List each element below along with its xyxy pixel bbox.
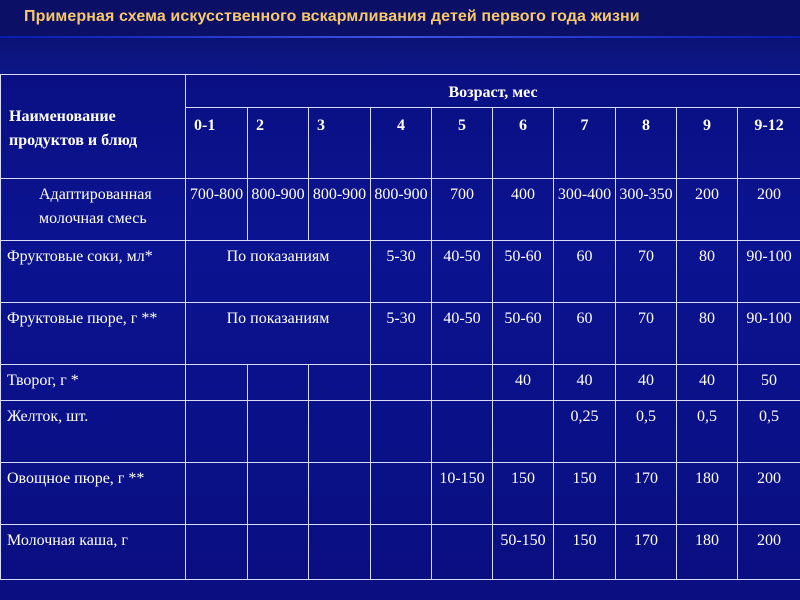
table-cell: 60 (554, 303, 616, 365)
row-label: Фруктовые соки, мл* (1, 241, 186, 303)
header-age-cell: 0-1 (186, 108, 248, 179)
table-row (1, 401, 800, 463)
table-cell (371, 525, 432, 580)
table-cell: 90-100 (738, 241, 800, 303)
table-cell: 50 (738, 365, 800, 401)
table-cell: 200 (738, 463, 800, 525)
table-cell: 40-50 (432, 241, 493, 303)
slide-title: Примерная схема искусственного вскармливания детей первого года жизни (24, 8, 640, 25)
table-cell: 40-50 (432, 303, 493, 365)
table-cell: 170 (616, 525, 677, 580)
table-cell (248, 365, 309, 401)
row-label: Желток, шт. (1, 401, 186, 463)
table-cell (309, 525, 371, 580)
table-cell (186, 525, 248, 580)
table-cell: 0,5 (677, 401, 738, 463)
table-cell (186, 463, 248, 525)
table-cell: 80 (677, 241, 738, 303)
table-cell (371, 463, 432, 525)
table-cell: 40 (677, 365, 738, 401)
table-cell: 180 (677, 525, 738, 580)
table-row (1, 241, 800, 303)
table-cell: 70 (616, 241, 677, 303)
table-cell: 40 (493, 365, 554, 401)
row-label: Фруктовые пюре, г ** (1, 303, 186, 365)
header-age-cell: 2 (248, 108, 309, 179)
table-cell (432, 525, 493, 580)
table-cell: 800-900 (309, 179, 371, 241)
row-label: Овощное пюре, г ** (1, 463, 186, 525)
table-cell: 170 (616, 463, 677, 525)
table-cell: 700 (432, 179, 493, 241)
title-bar (0, 0, 800, 36)
header-band (0, 38, 800, 74)
table-cell: 200 (738, 525, 800, 580)
table-cell: 800-900 (371, 179, 432, 241)
table-row (1, 463, 800, 525)
table-cell: 150 (554, 463, 616, 525)
header-age-cell: 7 (554, 108, 616, 179)
header-age-title: Возраст, мес (186, 75, 800, 108)
table-cell (309, 365, 371, 401)
table-cell: 70 (616, 303, 677, 365)
table-cell: 40 (554, 365, 616, 401)
table-cell (371, 365, 432, 401)
table-row (1, 525, 800, 580)
table-cell: 0,5 (738, 401, 800, 463)
table-cell: 50-60 (493, 241, 554, 303)
header-age-cell: 6 (493, 108, 554, 179)
table-cell (309, 401, 371, 463)
table-cell (371, 401, 432, 463)
feeding-table (0, 74, 800, 580)
table-cell (186, 365, 248, 401)
table-cell: 180 (677, 463, 738, 525)
table-cell: 50-60 (493, 303, 554, 365)
table-cell: 700-800 (186, 179, 248, 241)
header-age-cell: 9 (677, 108, 738, 179)
table-cell: 90-100 (738, 303, 800, 365)
table-row (1, 179, 800, 241)
table-cell (186, 401, 248, 463)
header-age-cell: 5 (432, 108, 493, 179)
table-cell-span: По показаниям (186, 303, 371, 365)
table-cell: 60 (554, 241, 616, 303)
table-cell (432, 401, 493, 463)
table-cell (493, 401, 554, 463)
table-cell (432, 365, 493, 401)
table-cell: 200 (738, 179, 800, 241)
table-cell: 300-400 (554, 179, 616, 241)
table-cell (248, 463, 309, 525)
table-cell: 150 (493, 463, 554, 525)
table-cell: 150 (554, 525, 616, 580)
table-cell: 200 (677, 179, 738, 241)
table-cell: 0,25 (554, 401, 616, 463)
table-cell (248, 525, 309, 580)
table-cell: 5-30 (371, 241, 432, 303)
table-cell: 40 (616, 365, 677, 401)
header-product-name: Наименование продуктов и блюд (1, 75, 186, 179)
table-cell: 800-900 (248, 179, 309, 241)
table-cell-span: По показаниям (186, 241, 371, 303)
table-cell: 300-350 (616, 179, 677, 241)
row-label: Адаптированная молочная смесь (1, 179, 186, 241)
table-cell: 50-150 (493, 525, 554, 580)
header-age-cell: 3 (309, 108, 371, 179)
table-cell: 5-30 (371, 303, 432, 365)
table-cell (309, 463, 371, 525)
table-cell: 80 (677, 303, 738, 365)
table-row (1, 303, 800, 365)
row-label: Творог, г * (1, 365, 186, 401)
header-age-cell: 8 (616, 108, 677, 179)
header-age-cell: 4 (371, 108, 432, 179)
table-cell: 400 (493, 179, 554, 241)
header-age-cell: 9-12 (738, 108, 800, 179)
table-row (1, 365, 800, 401)
table-cell (248, 401, 309, 463)
table-cell: 10-150 (432, 463, 493, 525)
row-label: Молочная каша, г (1, 525, 186, 580)
table-cell: 0,5 (616, 401, 677, 463)
